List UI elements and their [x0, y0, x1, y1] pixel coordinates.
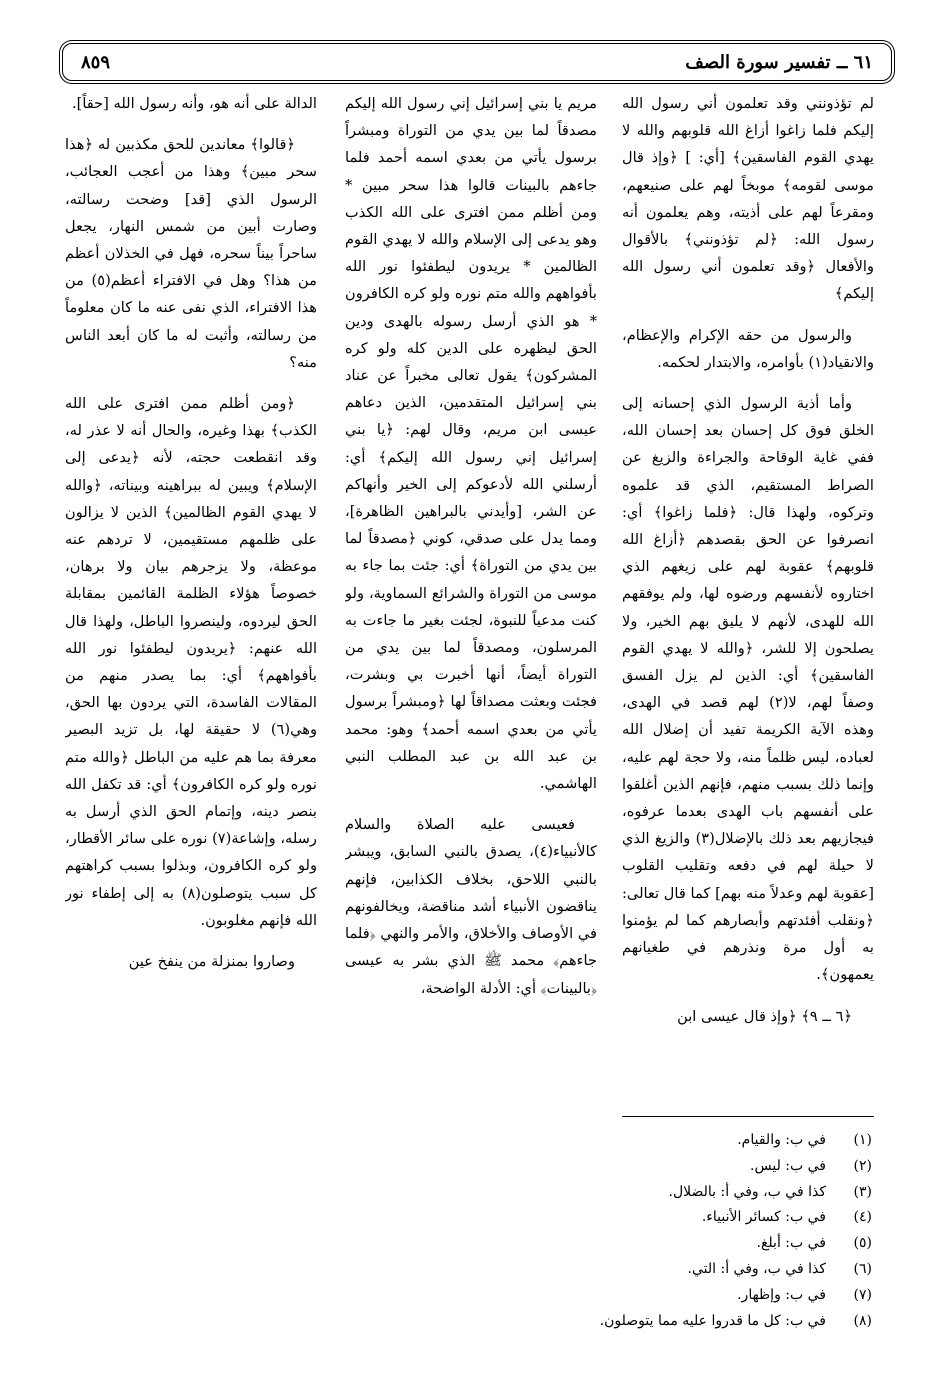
- footnote-text: في ب: كل ما قدروا عليه مما يتوصلون.: [599, 1312, 826, 1329]
- footnote-text: كذا في ب، وفي أ: بالضلال.: [668, 1183, 826, 1200]
- paragraph: وصاروا بمنزلة من ينفخ عين: [128, 953, 295, 971]
- paragraph: ﴿٦ ــ ٩﴾ ﴿وإذ قال عيسى ابن: [677, 1007, 852, 1025]
- paragraph: ﴿ومن أظلم ممن افترى على الله الكذب﴾ بهذا وغيره، والحال أنه لا عذر له، وقد انقطعت حجته، لأنه ﴿يدعى إلى الإسلام﴾ ويبين له ببراهينه وبيناته، ﴿والله لا يهدي القوم الظالمين﴾ الذين لا يزالون على ظلمهم مستقيمين، لا تردهم عنه موعظة، ولا يزجرهم بيان ولا برهان، خصوصاً هؤلاء الظلمة القائمين بمقابلة الحق ليردوه، ولينصروا الباطل، ولهذا قال الله عنهم: ﴿يريدون ليطفئوا نور الله بأفواههم﴾ أي: بما يصدر منهم من المقالات الفاسدة، التي يردون بها الحق، وهي(٦) لا حقيقة لها، بل تزيد البصير معرفة بما هم عليه من الباطل ﴿والله متم نوره ولو كره الكافرون﴾ أي: قد تكفل الله بنصر دينه، وإتمام الحق الذي أرسل به رسله، وإشاعة(٧) نوره على سائر الأقطار، ولو كره الكافرون، وبذلوا بسبب كراهتهم كل سبب يتوصلون(٨) به إلى إطفاء نور الله فإنهم مغلوبون.: [65, 395, 317, 929]
- footnote-number: (١): [853, 1132, 872, 1148]
- paragraph: الدالة على أنه هو، وأنه رسول الله [حقاً].: [72, 95, 317, 112]
- footnote-text: في ب: كسائر الأنبياء.: [701, 1209, 826, 1226]
- footnote: [360, 1154, 872, 1180]
- footnote-number: (٣): [853, 1183, 872, 1200]
- footnote-number: (٨): [853, 1312, 872, 1329]
- footnote-text: في ب: وإظهار.: [737, 1286, 826, 1303]
- footnote: [360, 1257, 872, 1283]
- page-number: ٨٥٩: [81, 51, 111, 73]
- paragraph: مريم يا بني إسرائيل إني رسول الله إليكم مصدقاً لما بين يدي من التوراة ومبشراً برسول يأتي من بعدي اسمه أحمد فلما جاءهم بالبينات قالوا هذا سحر مبين * ومن أظلم ممن افترى على الله الكذب وهو يدعى إلى الإسلام والله لا يهدي القوم الظالمين * يريدون ليطفئوا نور الله بأفواههم والله متم نوره ولو كره الكافرون * هو الذي أرسل رسوله بالهدى ودين الحق ليظهره على الدين كله ولو كره المشركون﴾ يقول تعالى مخبراً عن عناد بني إسرائيل المتقدمين، الذين دعاهم عيسى ابن مريم، وقال لهم: ﴿يا بني إسرائيل إني رسول الله إليكم﴾ أي: أرسلني الله لأدعوكم إلى الخير وأنهاكم عن الشر، [وأيدني بالبراهين الظاهرة]، ومما يدل على صدقي، كوني ﴿مصدقاً لما بين يدي من التوراة﴾ أي: جئت بما جاء به موسى من التوراة والشرائع السماوية، ولو كنت مدعياً للنبوة، لجئت بغير ما جاءت به المرسلون، ومصدقاً لما بين يدي من التوراة أيضاً، أنها أخبرت بي وبشرت، فجئت وبعثت مصداقاً لها ﴿ومبشراً برسول يأتي من بعدي اسمه أحمد﴾ وهو: محمد بن عبد الله بن عبد المطلب النبي الهاشمي.: [345, 95, 597, 793]
- text-column-middle: [345, 90, 597, 1002]
- paragraph: وأما أذية الرسول الذي إحسانه إلى الخلق فوق كل إحسان بعد إحسان الله، ففي غاية الوقاحة والجراءة والزيغ عن الصراط المستقيم، الذي قد علموه وتركوه، ولهذا قال: ﴿فلما زاغوا﴾ أي: انصرفوا عن الحق بقصدهم ﴿أزاغ الله قلوبهم﴾ عقوبة لهم على زيغهم الذي اختاروه لأنفسهم ورضوه لها، ولم يوفقهم الله للهدى، لأنهم لا يليق بهم الخير، ولا يصلحون إلا للشر، ﴿والله لا يهدي القوم الفاسقين﴾ أي: الذين لم يزل الفسق وصفاً لهم، لا(٢) لهم قصد في الهدى، وهذه الآية الكريمة تفيد أن إضلال الله لعباده، ليس ظلماً منه، ولا حجة لهم عليه، وإنما ذلك بسبب منهم، فإنهم الذين أغلقوا على أنفسهم باب الهدى بعدما عرفوه، فيجازيهم بعد ذلك بالإضلال(٣) والزيغ الذي لا حيلة لهم في دفعه وتقليب القلوب [عقوبة لهم وعدلاً منه بهم] كما قال تعالى: ﴿ونقلب أفئدتهم وأبصارهم كما لم يؤمنوا به أول مرة ونذرهم في طغيانهم يعمهون﴾.: [622, 395, 874, 984]
- text-column-left: [65, 90, 317, 975]
- paragraph: فعيسى عليه الصلاة والسلام كالأنبياء(٤)، يصدق بالنبي السابق، ويبشر بالنبي اللاحق، بخلاف الكذابين، فإنهم يناقضون الأنبياء أشد مناقضة، ويخالفونهم في الأوصاف والأخلاق، والأمر والنهي ﴿فلما جاءهم﴾ محمد ﷺ الذي بشر به عيسى ﴿بالبينات﴾ أي: الأدلة الواضحة،: [345, 816, 597, 997]
- running-title: ٦١ ــ تفسير سورة الصف: [685, 51, 873, 73]
- footnote-text: في ب: ليس.: [750, 1157, 826, 1174]
- footnote-text: في ب: والقيام.: [737, 1132, 826, 1148]
- footnote-number: (٧): [853, 1286, 872, 1303]
- footnote-number: (٥): [853, 1235, 872, 1252]
- footnote-number: (٢): [853, 1157, 872, 1174]
- paragraph: والرسول من حقه الإكرام والإعظام، والانقياد(١) بأوامره، والابتدار لحكمه.: [622, 326, 874, 371]
- paragraph: ﴿قالوا﴾ معاندين للحق مكذبين له ﴿هذا سحر مبين﴾ وهذا من أعجب العجائب، الرسول الذي [قد] وضحت رسالته، وصارت أبين من شمس النهار، يجعل ساحراً بيناً سحره، فهل في الخذلان أعظم من هذا؟ وهل في الافتراء أعظم(٥) من هذا الافتراء، الذي نفى عنه ما كان معلوماً من رسالته، وأثبت له ما كان أبعد الناس منه؟: [65, 136, 317, 371]
- footnote: [360, 1283, 872, 1309]
- page-header: [62, 43, 892, 81]
- footnote: [360, 1180, 872, 1206]
- footnote-text: في ب: أبلغ.: [756, 1235, 826, 1252]
- footnote: [360, 1231, 872, 1257]
- footnote: [360, 1205, 872, 1231]
- footnote-number: (٦): [853, 1260, 872, 1277]
- footnote: [360, 1128, 872, 1154]
- footnotes: [360, 1128, 872, 1334]
- paragraph: لم تؤذونني وقد تعلمون أني رسول الله إليكم فلما زاغوا أزاغ الله قلوبهم والله لا يهدي القوم الفاسقين﴾ [أي: ] ﴿وإذ قال موسى لقومه﴾ موبخاً لهم على صنيعهم، ومقرعاً لهم على أذيته، وهم يعلمون أنه رسول الله: ﴿لم تؤذونني﴾ بالأقوال والأفعال ﴿وقد تعلمون أني رسول الله إليكم﴾: [622, 95, 874, 303]
- text-column-right: [622, 90, 874, 1030]
- footnote-divider: [622, 1116, 874, 1117]
- footnote: [360, 1309, 872, 1335]
- footnote-text: كذا في ب، وفي أ: التي.: [687, 1260, 826, 1277]
- footnote-number: (٤): [853, 1209, 872, 1226]
